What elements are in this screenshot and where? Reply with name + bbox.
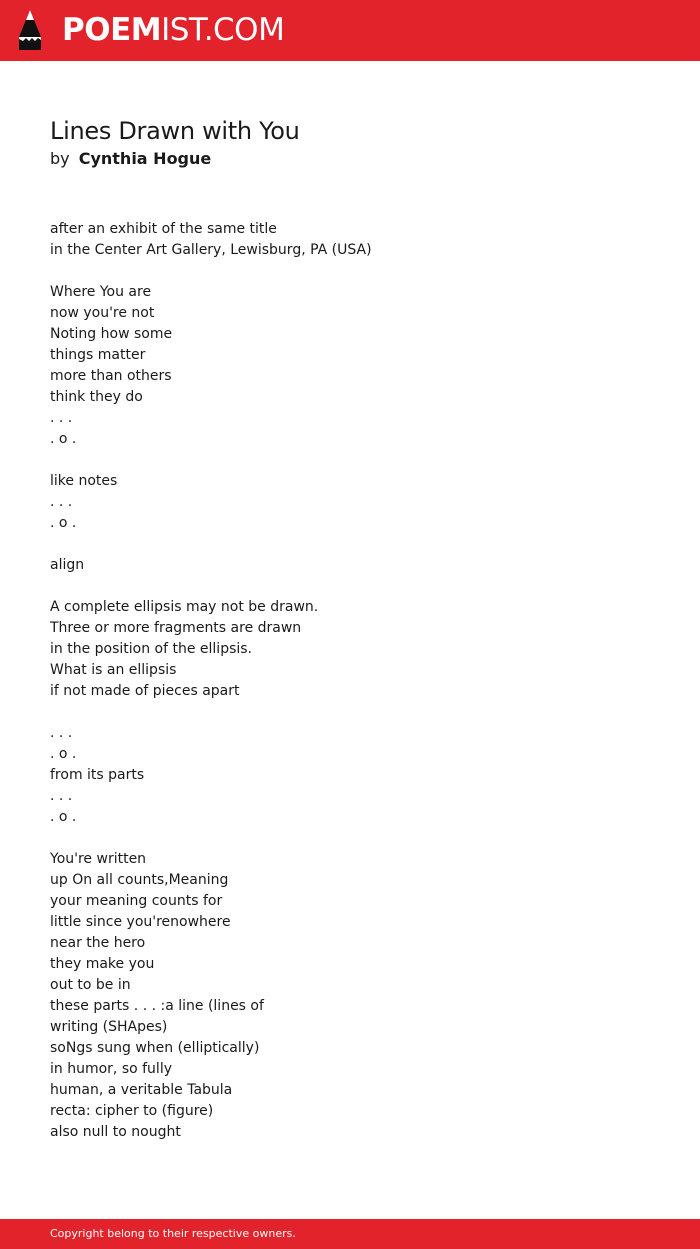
poem-line: . . . <box>50 410 73 426</box>
poem-line: things matter <box>50 347 146 363</box>
poem-line: . . . <box>50 494 73 510</box>
poem-line: more than others <box>50 368 172 384</box>
poem-line: Three or more fragments are drawn <box>50 620 302 636</box>
poem-line: . o . <box>50 431 77 447</box>
poem-line: in humor, so fully <box>50 1061 172 1077</box>
poem-line: You're written <box>50 851 147 867</box>
poem-line: your meaning counts for <box>50 893 223 909</box>
poem-line: these parts . . . :a line (lines of <box>50 998 264 1014</box>
poem-line <box>50 576 650 597</box>
poem-line: human, a veritable Tabula <box>50 1082 233 1098</box>
poem-line: . o . <box>50 746 77 762</box>
poem-line: A complete ellipsis may not be drawn. <box>50 599 319 615</box>
by-label: by <box>50 149 70 168</box>
logo-bold-text: POEM <box>62 12 162 48</box>
poem-line <box>50 702 650 723</box>
site-header <box>0 0 700 61</box>
poem-line: in the Center Art Gallery, Lewisburg, PA (USA) <box>50 242 372 258</box>
poem-line: like notes <box>50 473 118 489</box>
poem-line: writing (SHApes) <box>50 1019 168 1035</box>
poem-line: . . . <box>50 725 73 741</box>
poem-line: near the hero <box>50 935 146 951</box>
poem-line: after an exhibit of the same title <box>50 221 277 237</box>
poem-body <box>50 219 650 1143</box>
pencil-tip-icon[interactable] <box>17 9 43 51</box>
poem-line: now you're not <box>50 305 155 321</box>
poem-line <box>50 261 650 282</box>
poem-line: up On all counts,Meaning <box>50 872 229 888</box>
poem-title: Lines Drawn with You <box>50 117 300 145</box>
poem-line: out to be in <box>50 977 131 993</box>
poem-line <box>50 450 650 471</box>
logo-light-text: IST.COM <box>161 12 285 48</box>
site-footer <box>0 1219 700 1249</box>
poem-author: Cynthia Hogue <box>78 149 212 168</box>
poem-byline <box>50 148 211 170</box>
poem-line: . . . <box>50 788 73 804</box>
poem-line: align <box>50 557 85 573</box>
poem-line: in the position of the ellipsis. <box>50 641 253 657</box>
poem-line: from its parts <box>50 767 145 783</box>
copyright-notice: Copyright belong to their respective owners. <box>50 1227 296 1240</box>
poem-line: if not made of pieces apart <box>50 683 240 699</box>
poem-line: What is an ellipsis <box>50 662 177 678</box>
poem-line: recta: cipher to (figure) <box>50 1103 214 1119</box>
poem-line: . o . <box>50 515 77 531</box>
poem-line <box>50 828 650 849</box>
poem-line: soNgs sung when (elliptically) <box>50 1040 260 1056</box>
poem-line: Where You are <box>50 284 152 300</box>
poem-line: think they do <box>50 389 143 405</box>
poem-line: they make you <box>50 956 155 972</box>
poem-line: . o . <box>50 809 77 825</box>
site-logo[interactable] <box>62 12 284 48</box>
poem-line: Noting how some <box>50 326 173 342</box>
poem-line: little since you'renowhere <box>50 914 231 930</box>
poem-line: also null to nought <box>50 1124 181 1140</box>
poem-line <box>50 534 650 555</box>
